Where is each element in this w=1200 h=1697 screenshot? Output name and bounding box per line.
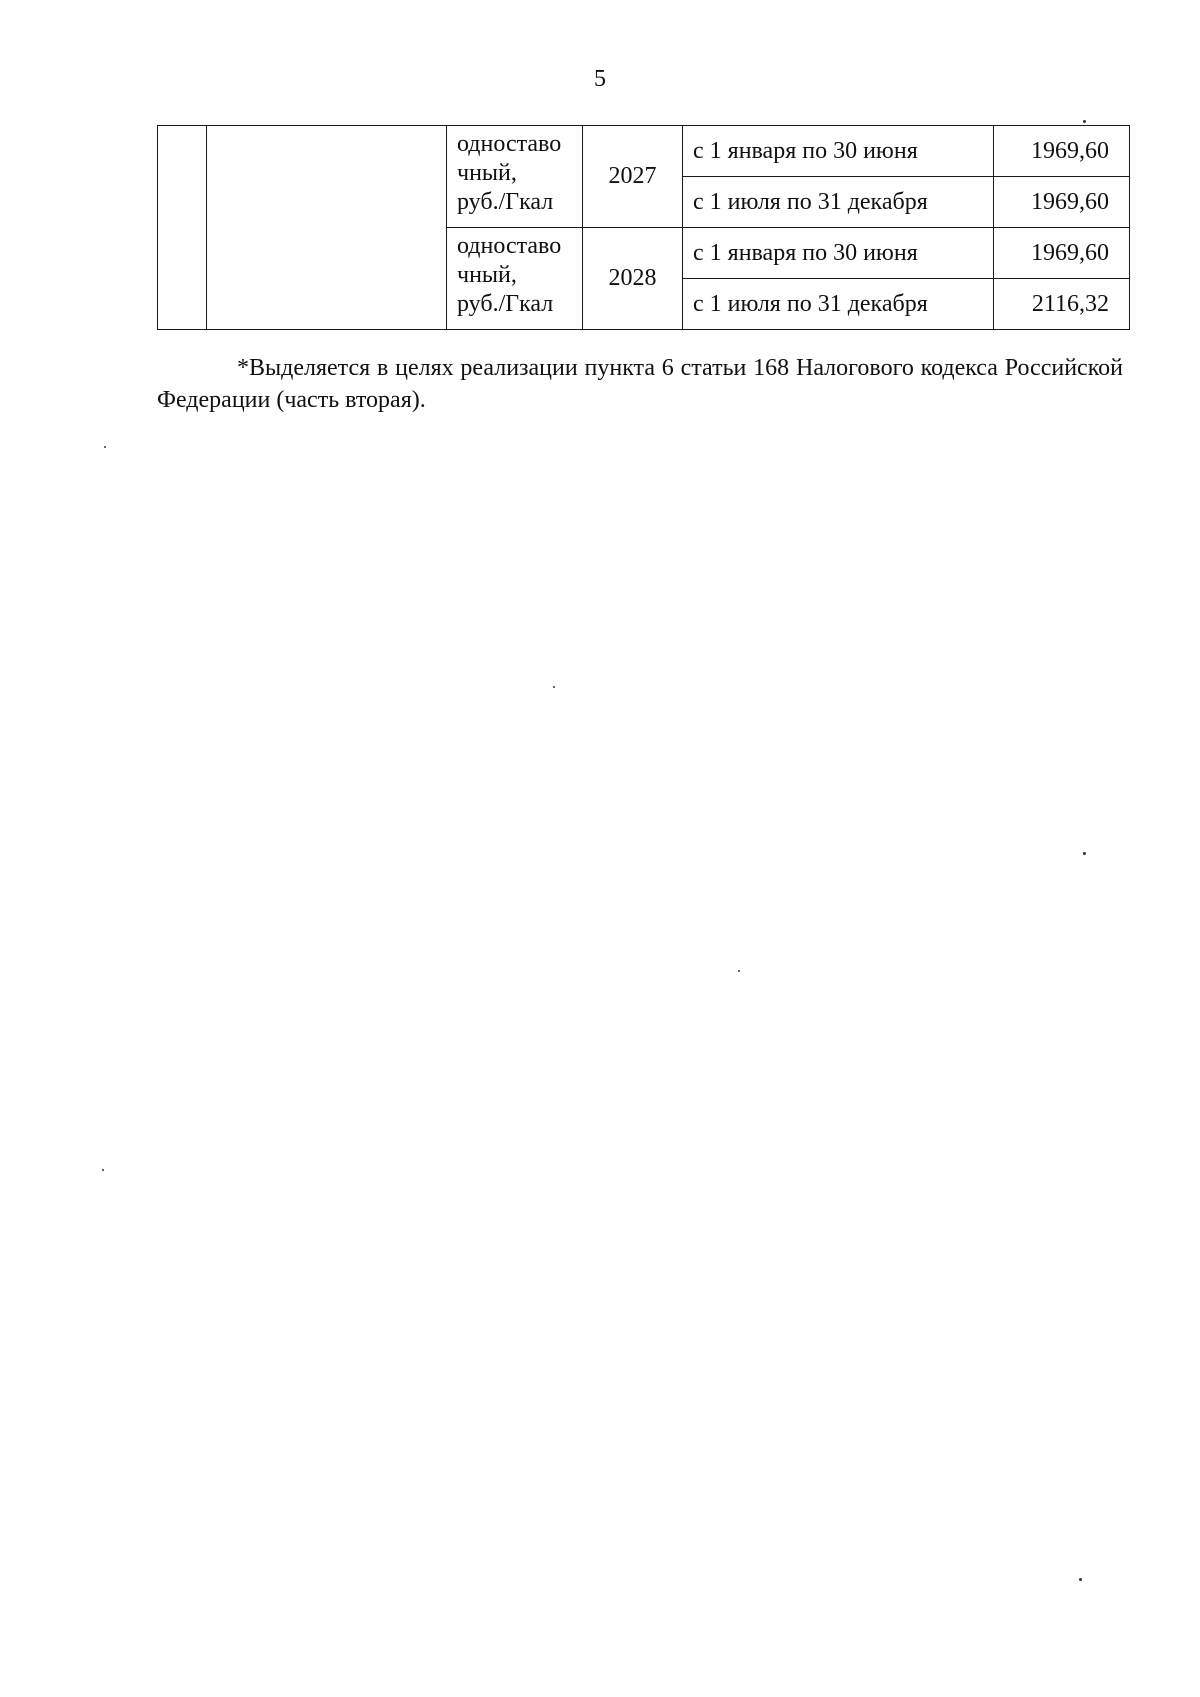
table-cell-unit — [447, 126, 583, 228]
page-number: 5 — [594, 66, 606, 92]
table-cell-name — [207, 126, 447, 330]
scan-speck — [1083, 120, 1086, 123]
table-row — [158, 126, 1130, 177]
scan-speck — [102, 1169, 104, 1171]
table-cell-period: с 1 июля по 31 декабря — [683, 177, 994, 228]
scan-speck — [738, 970, 740, 972]
unit-line: руб./Гкал — [457, 291, 554, 317]
unit-line: руб./Гкал — [457, 189, 554, 215]
table-cell-year: 2028 — [583, 228, 683, 330]
table-cell-value: 1969,60 — [994, 228, 1130, 279]
table-cell-period: с 1 июля по 31 декабря — [683, 279, 994, 330]
tariff-table — [157, 125, 1130, 330]
table-cell-number — [158, 126, 207, 330]
scan-speck — [553, 686, 555, 688]
table-cell-unit — [447, 228, 583, 330]
unit-line: одноставо — [457, 233, 562, 259]
table-cell-value: 2116,32 — [994, 279, 1130, 330]
unit-line: одноставо — [457, 131, 562, 157]
footnote: *Выделяется в целях реализации пункта 6 статьи 168 Налогового кодекса Российской Федерации (часть вторая). — [157, 355, 1123, 413]
table-cell-value: 1969,60 — [994, 126, 1130, 177]
table-cell-period: с 1 января по 30 июня — [683, 228, 994, 279]
table-cell-value: 1969,60 — [994, 177, 1130, 228]
scan-speck — [1083, 852, 1086, 855]
unit-line: чный, — [457, 160, 517, 186]
scan-speck — [104, 446, 106, 448]
table-cell-period: с 1 января по 30 июня — [683, 126, 994, 177]
unit-line: чный, — [457, 262, 517, 288]
table-cell-year: 2027 — [583, 126, 683, 228]
scan-speck — [1079, 1578, 1082, 1581]
